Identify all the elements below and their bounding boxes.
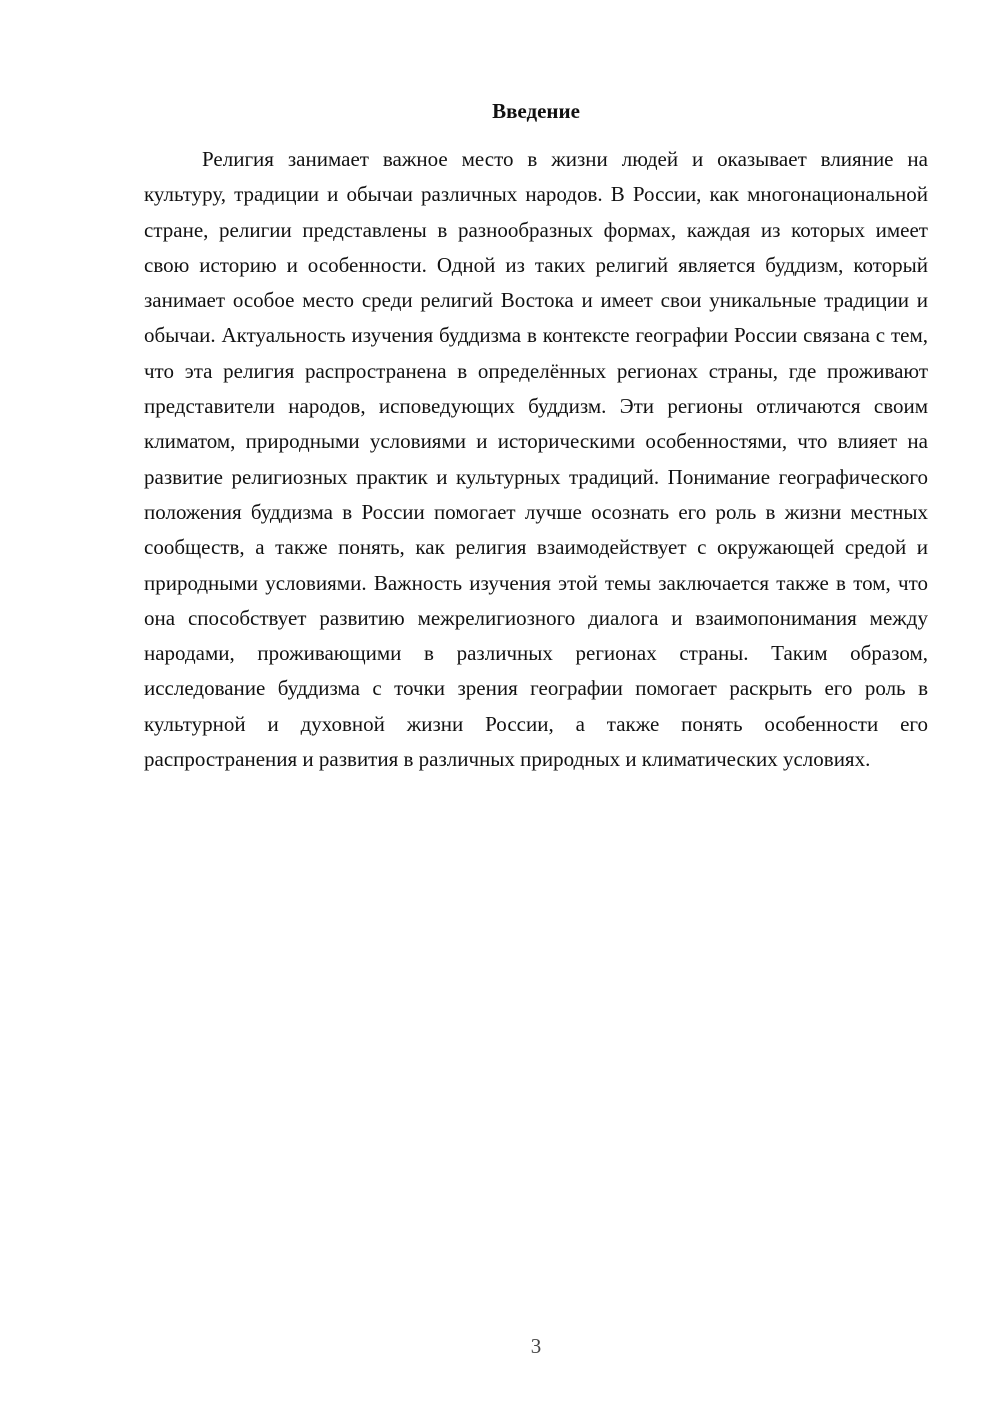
section-heading: Введение (492, 99, 580, 123)
page-number: 3 (530, 1334, 542, 1358)
body-paragraph: Религия занимает важное место в жизни людей и оказывает влияние на культуру, традиции и обычаи различных народов. В России, как многонациональной стране, религии представлены в разнообразных формах, каждая из которых имеет свою историю и особенности. Одной из таких религий является буддизм, который занимает особое место среди религий Востока и имеет свои уникальные традиции и обычаи. Актуальность изучения буддизма в контексте географии России связана с тем, что эта религия распространена в определённых регионах страны, где проживают представители народов, исповедующих буддизм. Эти регионы отличаются своим климатом, природными условиями и историческими особенностями, что влияет на развитие религиозных практик и культурных традиций. Понимание географического положения буддизма в России помогает лучше осознать его роль в жизни местных сообществ, а также понять, как религия взаимодействует с окружающей средой и природными условиями. Важность изучения этой темы заключается также в том, что она способствует развитию межрелигиозного диалога и взаимопонимания между народами, проживающими в различных регионах страны. Таким образом, исследование буддизма с точки зрения географии помогает раскрыть его роль в культурной и духовной жизни России, а также понять особенности его распространения и развития в различных природных и климатических условиях. (144, 147, 928, 772)
